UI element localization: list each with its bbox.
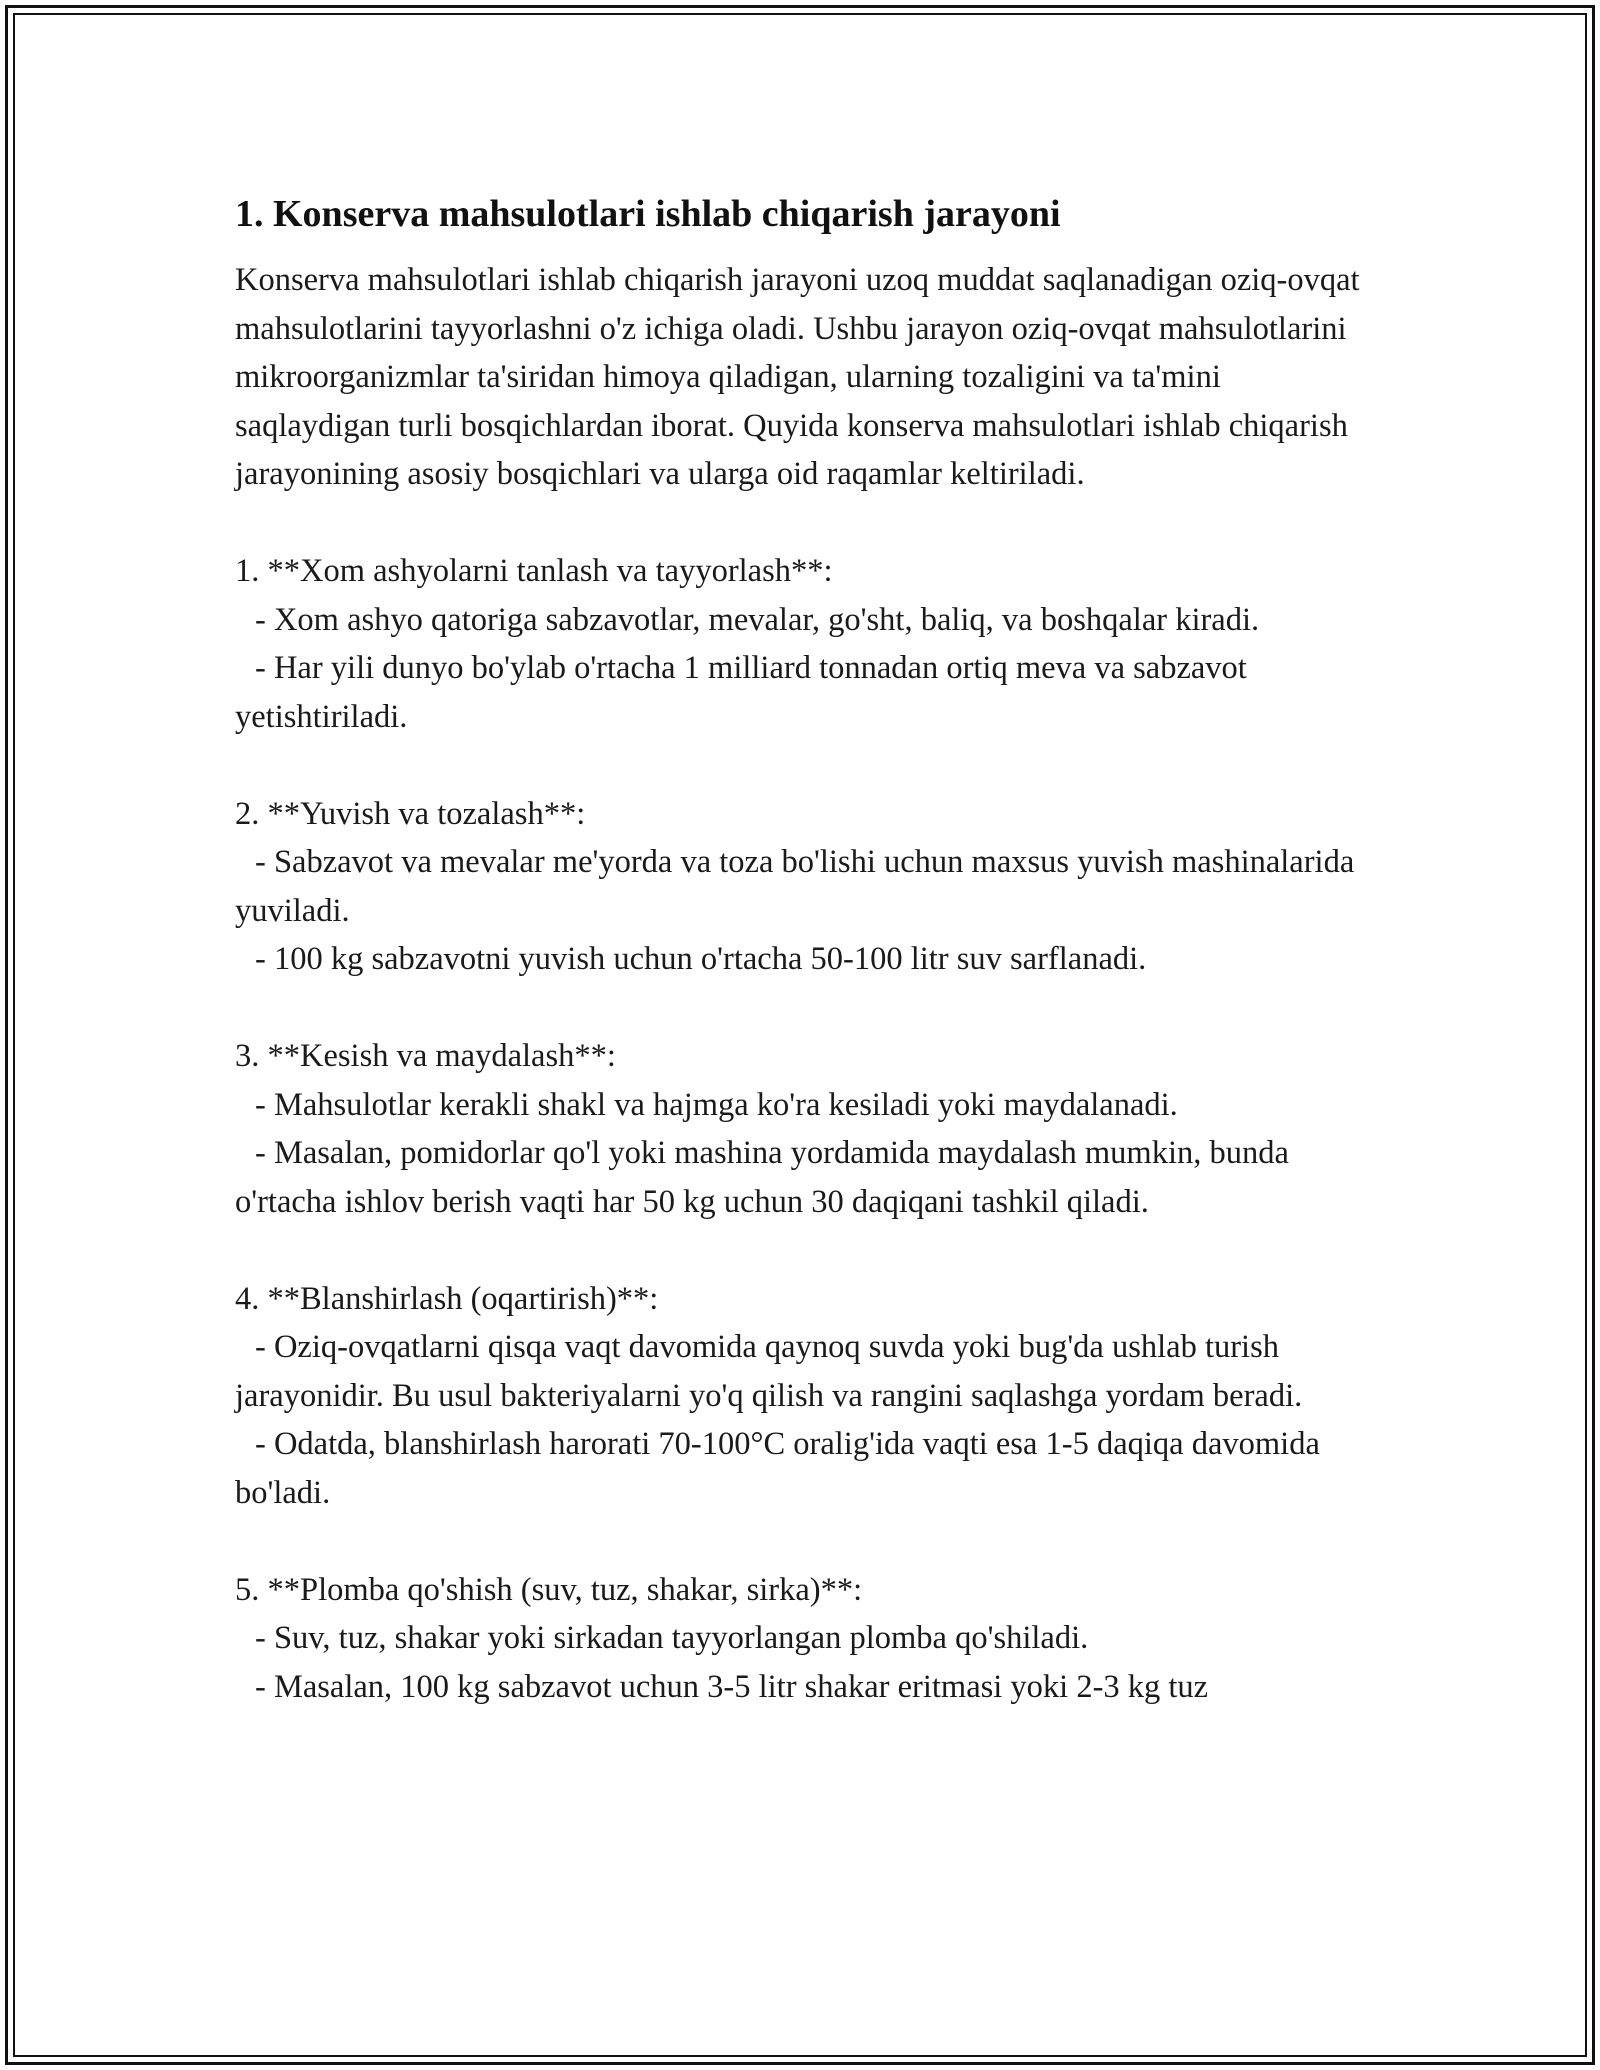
bullet-item: - Har yili dunyo bo'ylab o'rtacha 1 milliard tonnadan ortiq meva va sabzavot yetishtiriladi. bbox=[235, 650, 1247, 735]
section-1 bbox=[235, 547, 1385, 741]
section-heading: 5. **Plomba qo'shish (suv, tuz, shakar, sirka)**: bbox=[235, 1571, 863, 1608]
document-body bbox=[235, 184, 1385, 1711]
section-heading: 4. **Blanshirlash (oqartirish)**: bbox=[235, 1280, 659, 1317]
section-2 bbox=[235, 790, 1385, 984]
bullet-item: - Mahsulotlar kerakli shakl va hajmga ko'ra kesiladi yoki maydalanadi. bbox=[255, 1086, 1178, 1123]
section-4 bbox=[235, 1275, 1385, 1518]
section-3 bbox=[235, 1032, 1385, 1226]
section-5 bbox=[235, 1566, 1385, 1712]
section-heading: 1. **Xom ashyolarni tanlash va tayyorlash**: bbox=[235, 553, 833, 589]
bullet-item: - Odatda, blanshirlash harorati 70-100°C oralig'ida vaqti esa 1-5 daqiqa davomida bo'ladi. bbox=[235, 1426, 1320, 1511]
intro-paragraph: Konserva mahsulotlari ishlab chiqarish jarayoni uzoq muddat saqlanadigan oziq-ovqat mahsulotlarini tayyorlashni o'z ichiga oladi. Ushbu jarayon oziq-ovqat mahsulotlarini mikroorganizmlar ta'siridan himoya qiladigan, ularning tozaligini va ta'mini saqlaydigan turli bosqichlardan iborat. Quyida konserva mahsulotlari ishlab chiqarish jarayonining asosiy bosqichlari va ularga oid raqamlar keltiriladi. bbox=[235, 262, 1360, 492]
section-heading: 3. **Kesish va maydalash**: bbox=[235, 1038, 616, 1074]
bullet-item: - Masalan, 100 kg sabzavot uchun 3-5 litr shakar eritmasi yoki 2-3 kg tuz bbox=[255, 1668, 1209, 1705]
bullet-item: - Suv, tuz, shakar yoki sirkadan tayyorlangan plomba qo'shiladi. bbox=[255, 1620, 1089, 1656]
bullet-item: - Oziq-ovqatlarni qisqa vaqt davomida qaynoq suvda yoki bug'da ushlab turish jarayonidir. Bu usul bakteriyalarni yo'q qilish va rangini saqlashga yordam beradi. bbox=[235, 1329, 1303, 1414]
page-title: 1. Konserva mahsulotlari ishlab chiqarish jarayoni bbox=[235, 193, 1061, 235]
section-heading: 2. **Yuvish va tozalash**: bbox=[235, 795, 586, 832]
bullet-item: - Masalan, pomidorlar qo'l yoki mashina yordamida maydalash mumkin, bunda o'rtacha ishlov berish vaqti har 50 kg uchun 30 daqiqani tashkil qiladi. bbox=[235, 1135, 1289, 1220]
bullet-item: - Sabzavot va mevalar me'yorda va toza bo'lishi uchun maxsus yuvish mashinalarida yuviladi. bbox=[235, 844, 1355, 929]
bullet-item: - Xom ashyo qatoriga sabzavotlar, mevalar, go'sht, baliq, va boshqalar kiradi. bbox=[255, 601, 1260, 638]
bullet-item: - 100 kg sabzavotni yuvish uchun o'rtacha 50-100 litr suv sarflanadi. bbox=[255, 941, 1147, 977]
